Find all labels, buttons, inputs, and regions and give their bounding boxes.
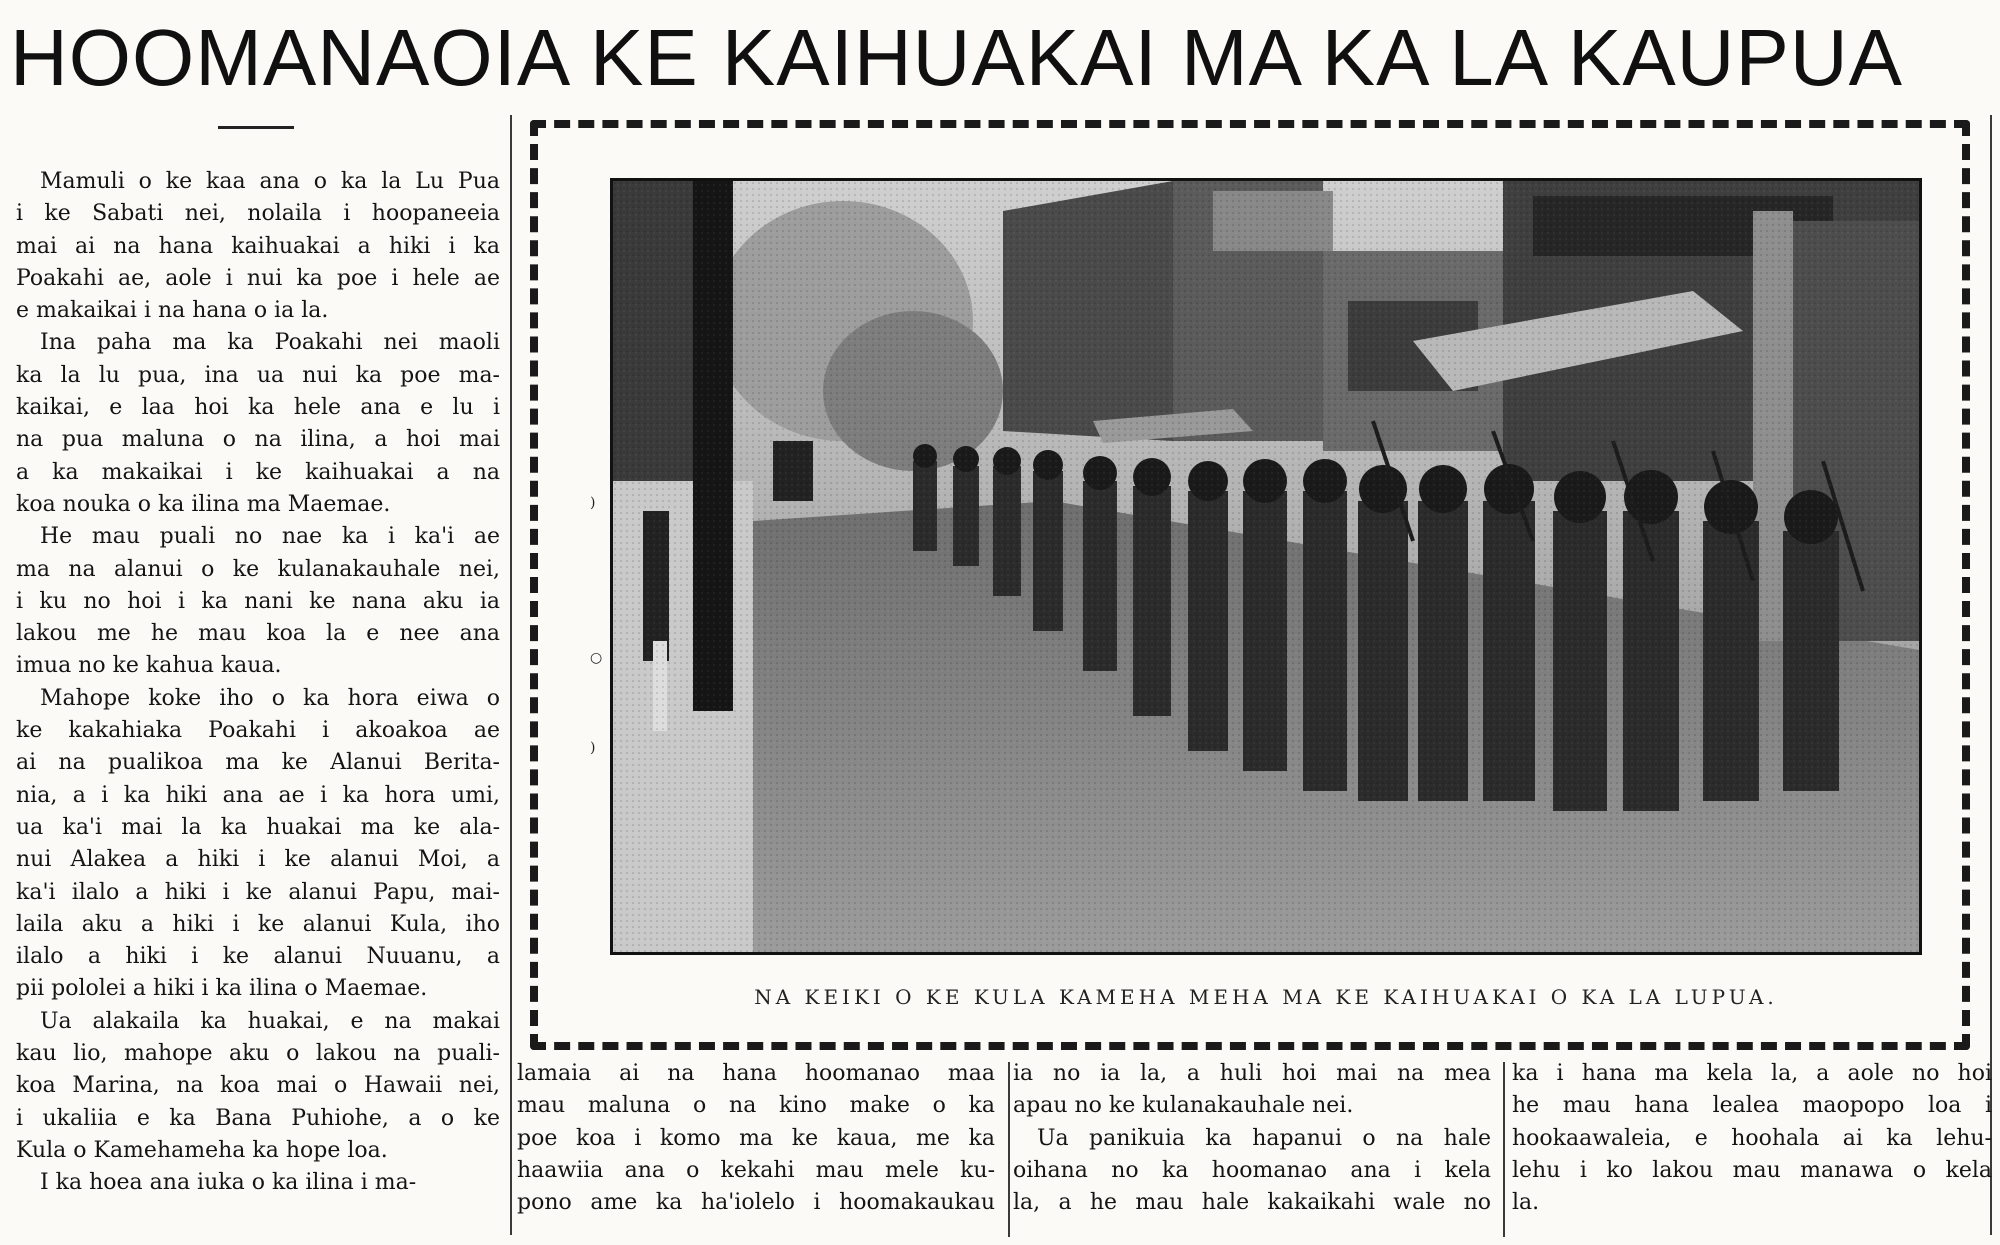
headline-divider <box>218 126 294 129</box>
text-line: i ke Sabati nei, nolaila i hoopaneeia <box>16 201 500 227</box>
text-line: laila aku a hiki i ke alanui Kula, iho <box>16 911 500 937</box>
text-line: na pua maluna o na ilina, a hoi mai <box>16 427 500 453</box>
text-line: ka'i ilalo a hiki i ke alanui Papu, mai- <box>16 879 500 905</box>
text-line: la, a he mau hale kakaikahi wale no <box>1013 1190 1491 1216</box>
text-line: e makaikai i na hana o ia la. <box>16 298 329 324</box>
text-line: mai ai na hana kaihuakai a hiki i ka <box>16 233 500 259</box>
article-column-1 <box>16 166 500 1200</box>
text-line: ua ka'i mai la ka huakai ma ke ala- <box>16 814 500 840</box>
text-line: lehu i ko lakou mau manawa o kela <box>1512 1157 1992 1183</box>
text-line: apau no ke kulanakauhale nei. <box>1013 1093 1354 1119</box>
text-line: poe koa i komo ma ke kaua, me ka <box>517 1125 995 1151</box>
text-line: ilalo a hiki i ke alanui Nuuanu, a <box>16 944 500 970</box>
text-line: Mahope koke iho o ka hora eiwa o <box>40 685 500 711</box>
text-line: imua no ke kahua kaua. <box>16 653 282 679</box>
text-line: ke kakahiaka Poakahi i akoakoa ae <box>16 718 500 744</box>
article-column-3 <box>1013 1058 1491 1219</box>
frame-bullet: ) <box>590 740 596 756</box>
text-line: kau lio, mahope aku o lakou na puali- <box>16 1041 500 1067</box>
text-line: ia no ia la, a huli hoi mai na mea <box>1013 1061 1491 1086</box>
text-line: he mau hana lealea maopopo loa i <box>1512 1093 1992 1119</box>
text-line: nui Alakea a hiki i ke alanui Moi, a <box>16 847 500 873</box>
text-line: ma na alanui o ke kulanakauhale nei, <box>16 556 500 582</box>
text-line: Ua panikuia ka hapanui o na hale <box>1037 1125 1491 1151</box>
text-line: mau maluna o na kino make o ka <box>517 1093 995 1119</box>
parade-photo <box>610 178 1922 955</box>
text-line: lakou me he mau koa la e nee ana <box>16 621 500 647</box>
column-rule-bottom-2 <box>1503 1062 1505 1237</box>
text-line: a ka makaikai i ke kaihuakai a na <box>16 459 500 485</box>
text-line: Kula o Kamehameha ka hope loa. <box>16 1137 388 1163</box>
article-column-2 <box>517 1058 995 1219</box>
text-line: He mau puali no nae ka i ka'i ae <box>40 524 500 550</box>
headline: HOOMANAOIA KE KAIHUAKAI MA KA LA KAUPUA <box>10 13 1903 102</box>
text-line: I ka hoea ana iuka o ka ilina i ma- <box>40 1170 417 1196</box>
frame-bullet: ○ <box>590 650 603 666</box>
frame-bullet: ) <box>590 495 596 511</box>
text-line: koa nouka o ka ilina ma Maemae. <box>16 491 391 517</box>
text-line: i ku no hoi i ka nani ke nana aku ia <box>16 588 500 614</box>
text-line: nia, a i ka hiki ana ae i ka hora umi, <box>16 782 500 808</box>
photo-caption: NA KEIKI O KE KULA KAMEHA MEHA MA KE KAIHUAKAI O KA LA LUPUA. <box>754 985 1778 1009</box>
text-line: haawiia ana o kekahi mau mele ku- <box>517 1157 995 1183</box>
text-line: ka i hana ma kela la, a aole no hoi <box>1512 1061 1992 1086</box>
text-line: koa Marina, na koa mai o Hawaii nei, <box>16 1073 500 1099</box>
text-line: pono ame ka ha'iolelo i hoomakaukau <box>517 1190 995 1216</box>
text-line: ka la lu pua, ina ua nui ka poe ma- <box>16 362 500 388</box>
text-line: i ukaliia e ka Bana Puhiohe, a o ke <box>16 1105 500 1131</box>
text-line: la. <box>1512 1190 1540 1216</box>
article-column-4 <box>1512 1058 1992 1219</box>
text-line: Ina paha ma ka Poakahi nei maoli <box>40 330 500 356</box>
text-line: oihana no ka hoomanao ana i kela <box>1013 1157 1491 1183</box>
text-line: pii pololei a hiki i ka ilina o Maemae. <box>16 976 428 1002</box>
text-line: Mamuli o ke kaa ana o ka la Lu Pua <box>40 169 500 194</box>
text-line: Ua alakaila ka huakai, e na makai <box>40 1008 500 1034</box>
column-rule-bottom-1 <box>1008 1062 1010 1237</box>
text-line: ai na pualikoa ma ke Alanui Berita- <box>16 750 500 776</box>
text-line: lamaia ai na hana hoomanao maa <box>517 1061 995 1086</box>
column-rule-left <box>510 115 512 1235</box>
text-line: kaikai, e laa hoi ka hele ana e lu i <box>16 395 500 421</box>
text-line: hookaawaleia, e hoohala ai ka lehu- <box>1512 1125 1992 1151</box>
text-line: Poakahi ae, aole i nui ka poe i hele ae <box>16 265 500 291</box>
